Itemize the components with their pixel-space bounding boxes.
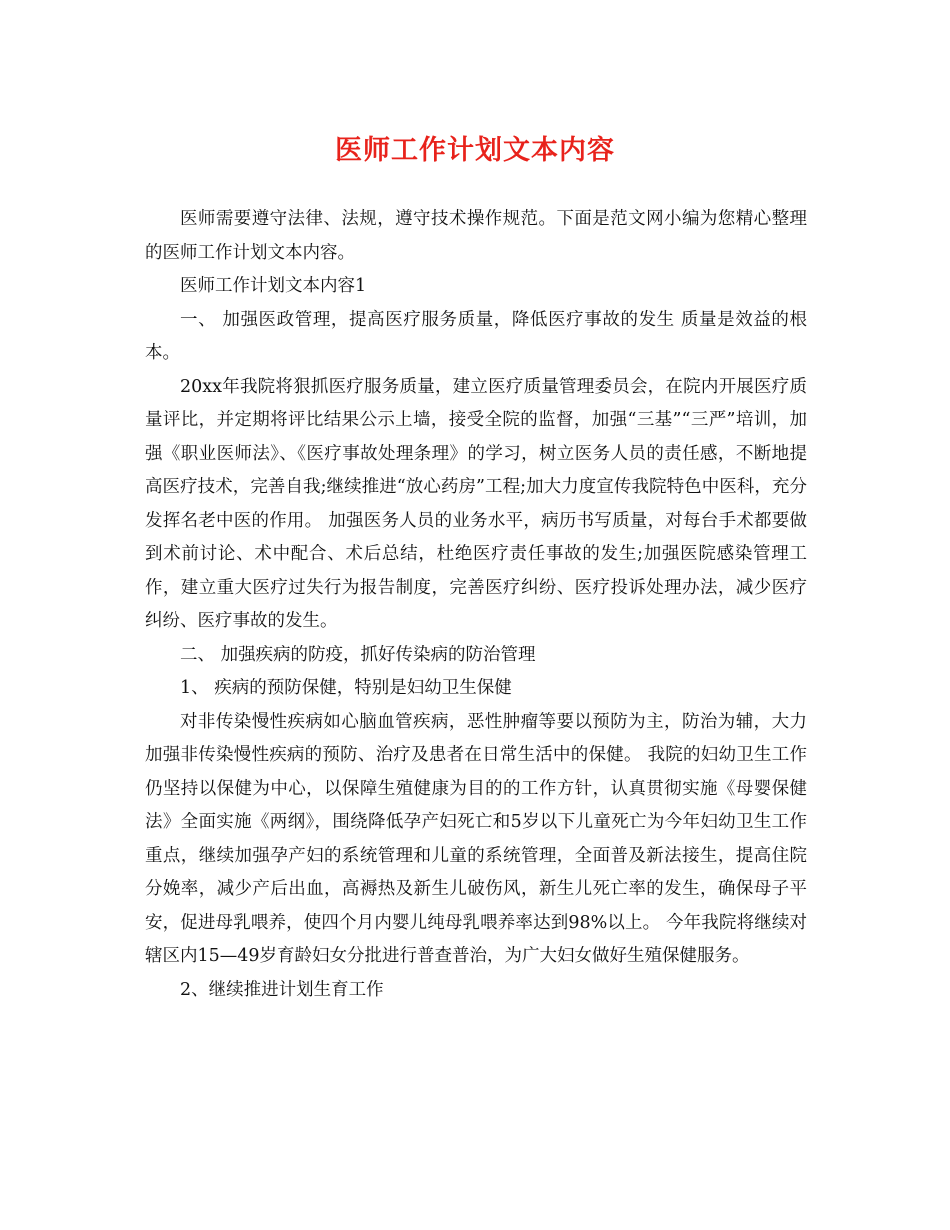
section-heading-plan-1: 医师工作计划文本内容1: [180, 276, 367, 296]
subheading-1: 1、 疾病的预防保健，特别是妇幼卫生保健: [180, 678, 512, 698]
paragraph-intro: 医师需要遵守法律、法规，遵守技术操作规范。下面是范文网小编为您精心整理的医师工作计划文本内容。: [145, 209, 807, 263]
heading-item-1: 一、 加强医政管理，提高医疗服务质量，降低医疗事故的发生 质量是效益的根本。: [145, 309, 807, 363]
paragraph-prevention: 对非传染慢性疾病如心脑血管疾病，恶性肿瘤等要以预防为主，防治为辅，大力加强非传染慢性疾病的预防、治疗及患者在日常生活中的保健。 我院的妇幼卫生工作仍坚持以保健为中心，以保障生殖健康为目的的工作方针，认真贯彻实施《母婴保健法》全面实施《两纲》，围绕降低孕产妇死亡和5岁以下儿童死亡为今年妇幼卫生工作重点，继续加强孕产妇的系统管理和儿童的系统管理，全面普及新法接生，提高住院分娩率，减少产后出血，高褥热及新生儿破伤风，新生儿死亡率的发生，确保母子平安，促进母乳喂养，使四个月内婴儿纯母乳喂养率达到98%以上。 今年我院将继续对辖区内15—49岁育龄妇女分批进行普查普治，为广大妇女做好生殖保健服务。: [145, 711, 807, 966]
document-body: [145, 203, 807, 1007]
subheading-2: 2、继续推进计划生育工作: [180, 979, 384, 1000]
page-title: 医师工作计划文本内容: [335, 135, 615, 166]
paragraph-medical-quality: 20xx年我院将狠抓医疗服务质量，建立医疗质量管理委员会，在院内开展医疗质量评比，并定期将评比结果公示上墙，接受全院的监督，加强“三基”“三严”培训，加强《职业医师法》、《医疗事故处理条理》的学习，树立医务人员的责任感，不断地提高医疗技术，完善自我;继续推进“放心药房”工程;加大力度宣传我院特色中医科，充分发挥名老中医的作用。 加强医务人员的业务水平，病历书写质量，对每台手术都要做到术前讨论、术中配合、术后总结，杜绝医疗责任事故的发生;加强医院感染管理工作，建立重大医疗过失行为报告制度，完善医疗纠纷、医疗投诉处理办法，减少医疗纠纷、医疗事故的发生。: [145, 376, 807, 631]
heading-item-2: 二、 加强疾病的防疫，抓好传染病的防治管理: [180, 644, 536, 665]
